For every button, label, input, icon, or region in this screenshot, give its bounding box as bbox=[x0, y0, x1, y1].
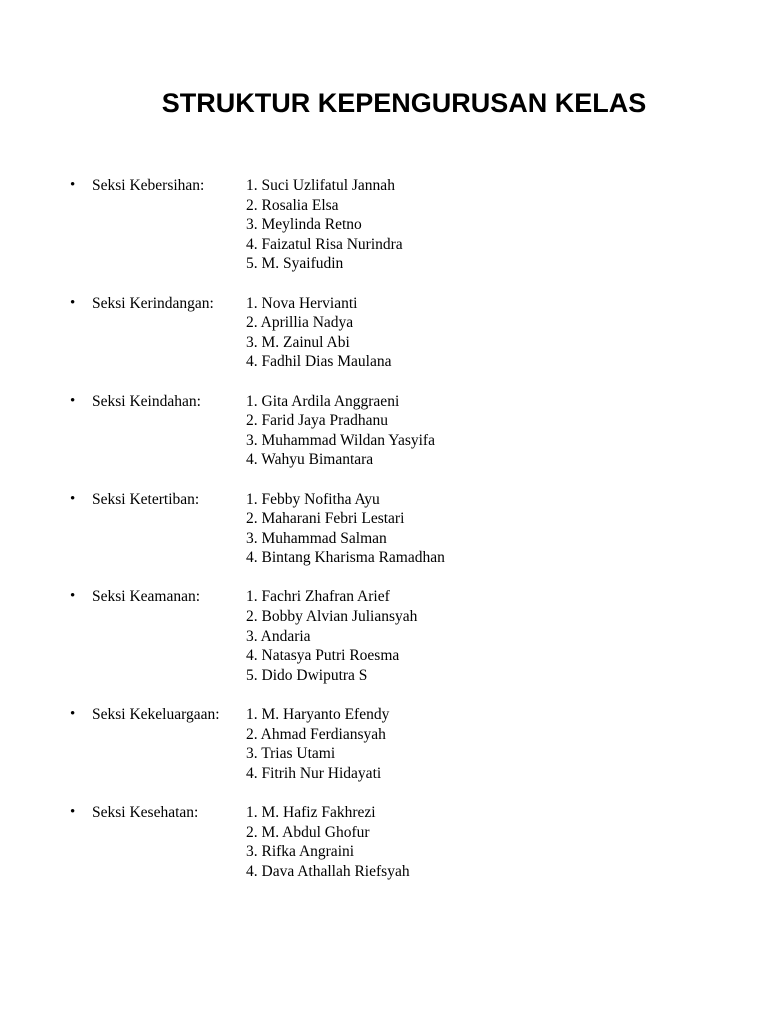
bullet-icon: • bbox=[70, 490, 76, 507]
member-item: 1. Fachri Zhafran Arief bbox=[246, 588, 390, 606]
member-item: 1. Febby Nofitha Ayu bbox=[246, 490, 380, 508]
member-list bbox=[246, 176, 403, 274]
member-item: 3. M. Zainul Abi bbox=[246, 333, 350, 351]
member-item: 1. M. Hafiz Fakhrezi bbox=[246, 804, 376, 821]
section-label: Seksi Kekeluargaan: bbox=[92, 706, 220, 724]
section-label: Seksi Keindahan: bbox=[92, 392, 201, 410]
member-item: 4. Wahyu Bimantara bbox=[246, 451, 374, 469]
member-item: 2. Bobby Alvian Juliansyah bbox=[246, 608, 418, 626]
member-list bbox=[246, 490, 445, 568]
bullet-icon: • bbox=[70, 804, 76, 820]
member-item: 4. Fitrih Nur Hidayati bbox=[246, 764, 382, 782]
section-kebersihan bbox=[70, 176, 730, 274]
member-item: 4. Fadhil Dias Maulana bbox=[246, 353, 392, 371]
member-item: 3. Rifka Angraini bbox=[246, 843, 355, 861]
member-list bbox=[246, 392, 435, 470]
member-item: 4. Bintang Kharisma Ramadhan bbox=[246, 549, 445, 567]
section-label: Seksi Keamanan: bbox=[92, 588, 201, 606]
bullet-icon: • bbox=[70, 392, 76, 409]
member-list bbox=[246, 803, 410, 881]
member-item: 2. M. Abdul Ghofur bbox=[246, 823, 370, 841]
section-label: Seksi Ketertiban: bbox=[92, 490, 200, 508]
section-label: Seksi Kesehatan: bbox=[92, 804, 199, 821]
section-keindahan bbox=[70, 392, 730, 470]
member-item: 2. Maharani Febri Lestari bbox=[246, 510, 405, 528]
member-item: 3. Andaria bbox=[246, 627, 311, 645]
member-item: 2. Rosalia Elsa bbox=[246, 196, 339, 214]
member-item: 3. Meylinda Retno bbox=[246, 216, 362, 234]
page-title: STRUKTUR KEPENGURUSAN KELAS bbox=[161, 88, 647, 118]
bullet-icon: • bbox=[70, 706, 76, 723]
member-item: 1. Nova Hervianti bbox=[246, 294, 358, 312]
member-item: 3. Trias Utami bbox=[246, 745, 336, 763]
member-item: 1. M. Haryanto Efendy bbox=[246, 706, 390, 724]
member-item: 5. Dido Dwiputra S bbox=[246, 666, 368, 684]
section-kerindangan bbox=[70, 294, 730, 372]
bullet-icon: • bbox=[70, 294, 76, 311]
sections-list bbox=[70, 176, 730, 901]
member-item: 2. Aprillia Nadya bbox=[246, 314, 354, 332]
member-item: 3. Muhammad Wildan Yasyifa bbox=[246, 431, 435, 449]
member-item: 4. Faizatul Risa Nurindra bbox=[246, 235, 403, 253]
member-item: 3. Muhammad Salman bbox=[246, 529, 387, 547]
section-kekeluargaan bbox=[70, 705, 730, 783]
member-item: 4. Dava Athallah Riefsyah bbox=[246, 862, 410, 880]
member-item: 5. M. Syaifudin bbox=[246, 255, 344, 273]
member-item: 1. Suci Uzlifatul Jannah bbox=[246, 177, 395, 194]
section-keamanan bbox=[70, 587, 730, 685]
section-label: Seksi Kerindangan: bbox=[92, 294, 214, 312]
bullet-icon: • bbox=[70, 177, 76, 193]
member-item: 2. Ahmad Ferdiansyah bbox=[246, 725, 386, 743]
member-item: 2. Farid Jaya Pradhanu bbox=[246, 412, 389, 430]
member-list bbox=[246, 705, 389, 783]
member-list bbox=[246, 294, 392, 372]
member-item: 4. Natasya Putri Roesma bbox=[246, 647, 400, 665]
section-label: Seksi Kebersihan: bbox=[92, 177, 205, 194]
bullet-icon: • bbox=[70, 588, 76, 605]
member-list bbox=[246, 587, 417, 685]
section-kesehatan bbox=[70, 803, 730, 881]
member-item: 1. Gita Ardila Anggraeni bbox=[246, 392, 400, 410]
section-ketertiban bbox=[70, 490, 730, 568]
